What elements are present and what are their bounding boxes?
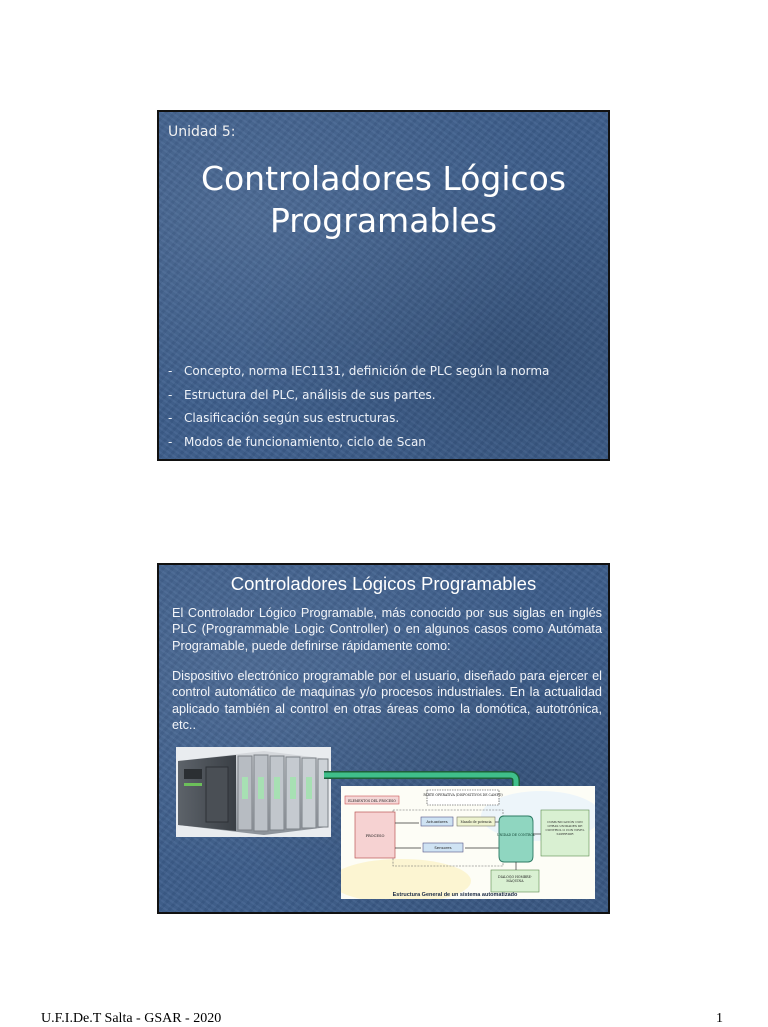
sensores-label: Sensores xyxy=(434,845,452,850)
bullet-dash: - xyxy=(168,387,173,402)
actuadores-label: Actuadores xyxy=(426,819,448,824)
topic-item xyxy=(168,385,598,409)
elements-label: ELEMENTOS DEL PROCESO xyxy=(348,798,396,803)
slide-2 xyxy=(157,563,610,914)
topic-text: Clasificación según sus estructuras. xyxy=(184,411,400,425)
page-number: 1 xyxy=(716,1011,723,1026)
mando-potencia-label: Mando de potencia xyxy=(460,820,492,824)
topic-item xyxy=(168,361,598,385)
parte-operativa-label: PARTE OPERATIVA (DISPOSITIVOS DE CAMPO) xyxy=(423,793,503,797)
intro-paragraph: El Controlador Lógico Programable, más conocido por sus siglas en inglés PLC (Programmable Logic Controller) o en algunos casos como Autómata Programable, puede definirse rápidamente como: xyxy=(172,606,602,653)
control-unit-shape xyxy=(499,816,533,862)
slide-2-title: Controladores Lógicos Programables xyxy=(230,573,537,594)
definition-paragraph: Dispositivo electrónico programable por el usuario, diseñado para ejercer el control automático de maquinas y/o procesos industriales. En la actualidad aplicado también al control en otras áreas como la domótica, autotrónica, etc.. xyxy=(172,669,602,732)
topic-text: Concepto, norma IEC1131, definición de PLC según la norma xyxy=(184,364,550,378)
bullet-dash: - xyxy=(168,364,173,378)
bullet-dash: - xyxy=(168,411,173,425)
topic-item xyxy=(168,408,598,432)
diagram-caption: Estructura General de un sistema automatizado xyxy=(392,892,518,898)
plc-photo xyxy=(176,747,331,837)
unit-label: Unidad 5: xyxy=(168,124,236,140)
control-unit-label: UNIDAD DE CONTROL xyxy=(496,833,536,837)
slide-1 xyxy=(157,110,610,461)
communication-label: COMUNICACIÓN CON OTRAS UNIDADES DE CONTROL O CON NIVEL SUPERIOR xyxy=(545,820,585,836)
topic-text: Modos de funcionamiento, ciclo de Scan xyxy=(184,434,426,449)
process-label: PROCESO xyxy=(365,834,385,838)
topic-text: Estructura del PLC, análisis de sus partes. xyxy=(184,387,436,402)
slide-1-title-line-2: Programables xyxy=(269,201,498,240)
topic-item xyxy=(168,432,598,456)
slide-1-title xyxy=(159,158,608,242)
slide-1-title-line-1: Controladores Lógicos xyxy=(200,159,567,198)
footer-label: U.F.I.De.T Salta - GSAR - 2020 xyxy=(41,1011,222,1026)
automation-structure-diagram xyxy=(341,786,595,899)
bullet-dash: - xyxy=(168,434,173,449)
dialog-label: DIÁLOGO HOMBRE-MÁQUINA xyxy=(498,875,532,884)
topic-list xyxy=(168,361,598,455)
